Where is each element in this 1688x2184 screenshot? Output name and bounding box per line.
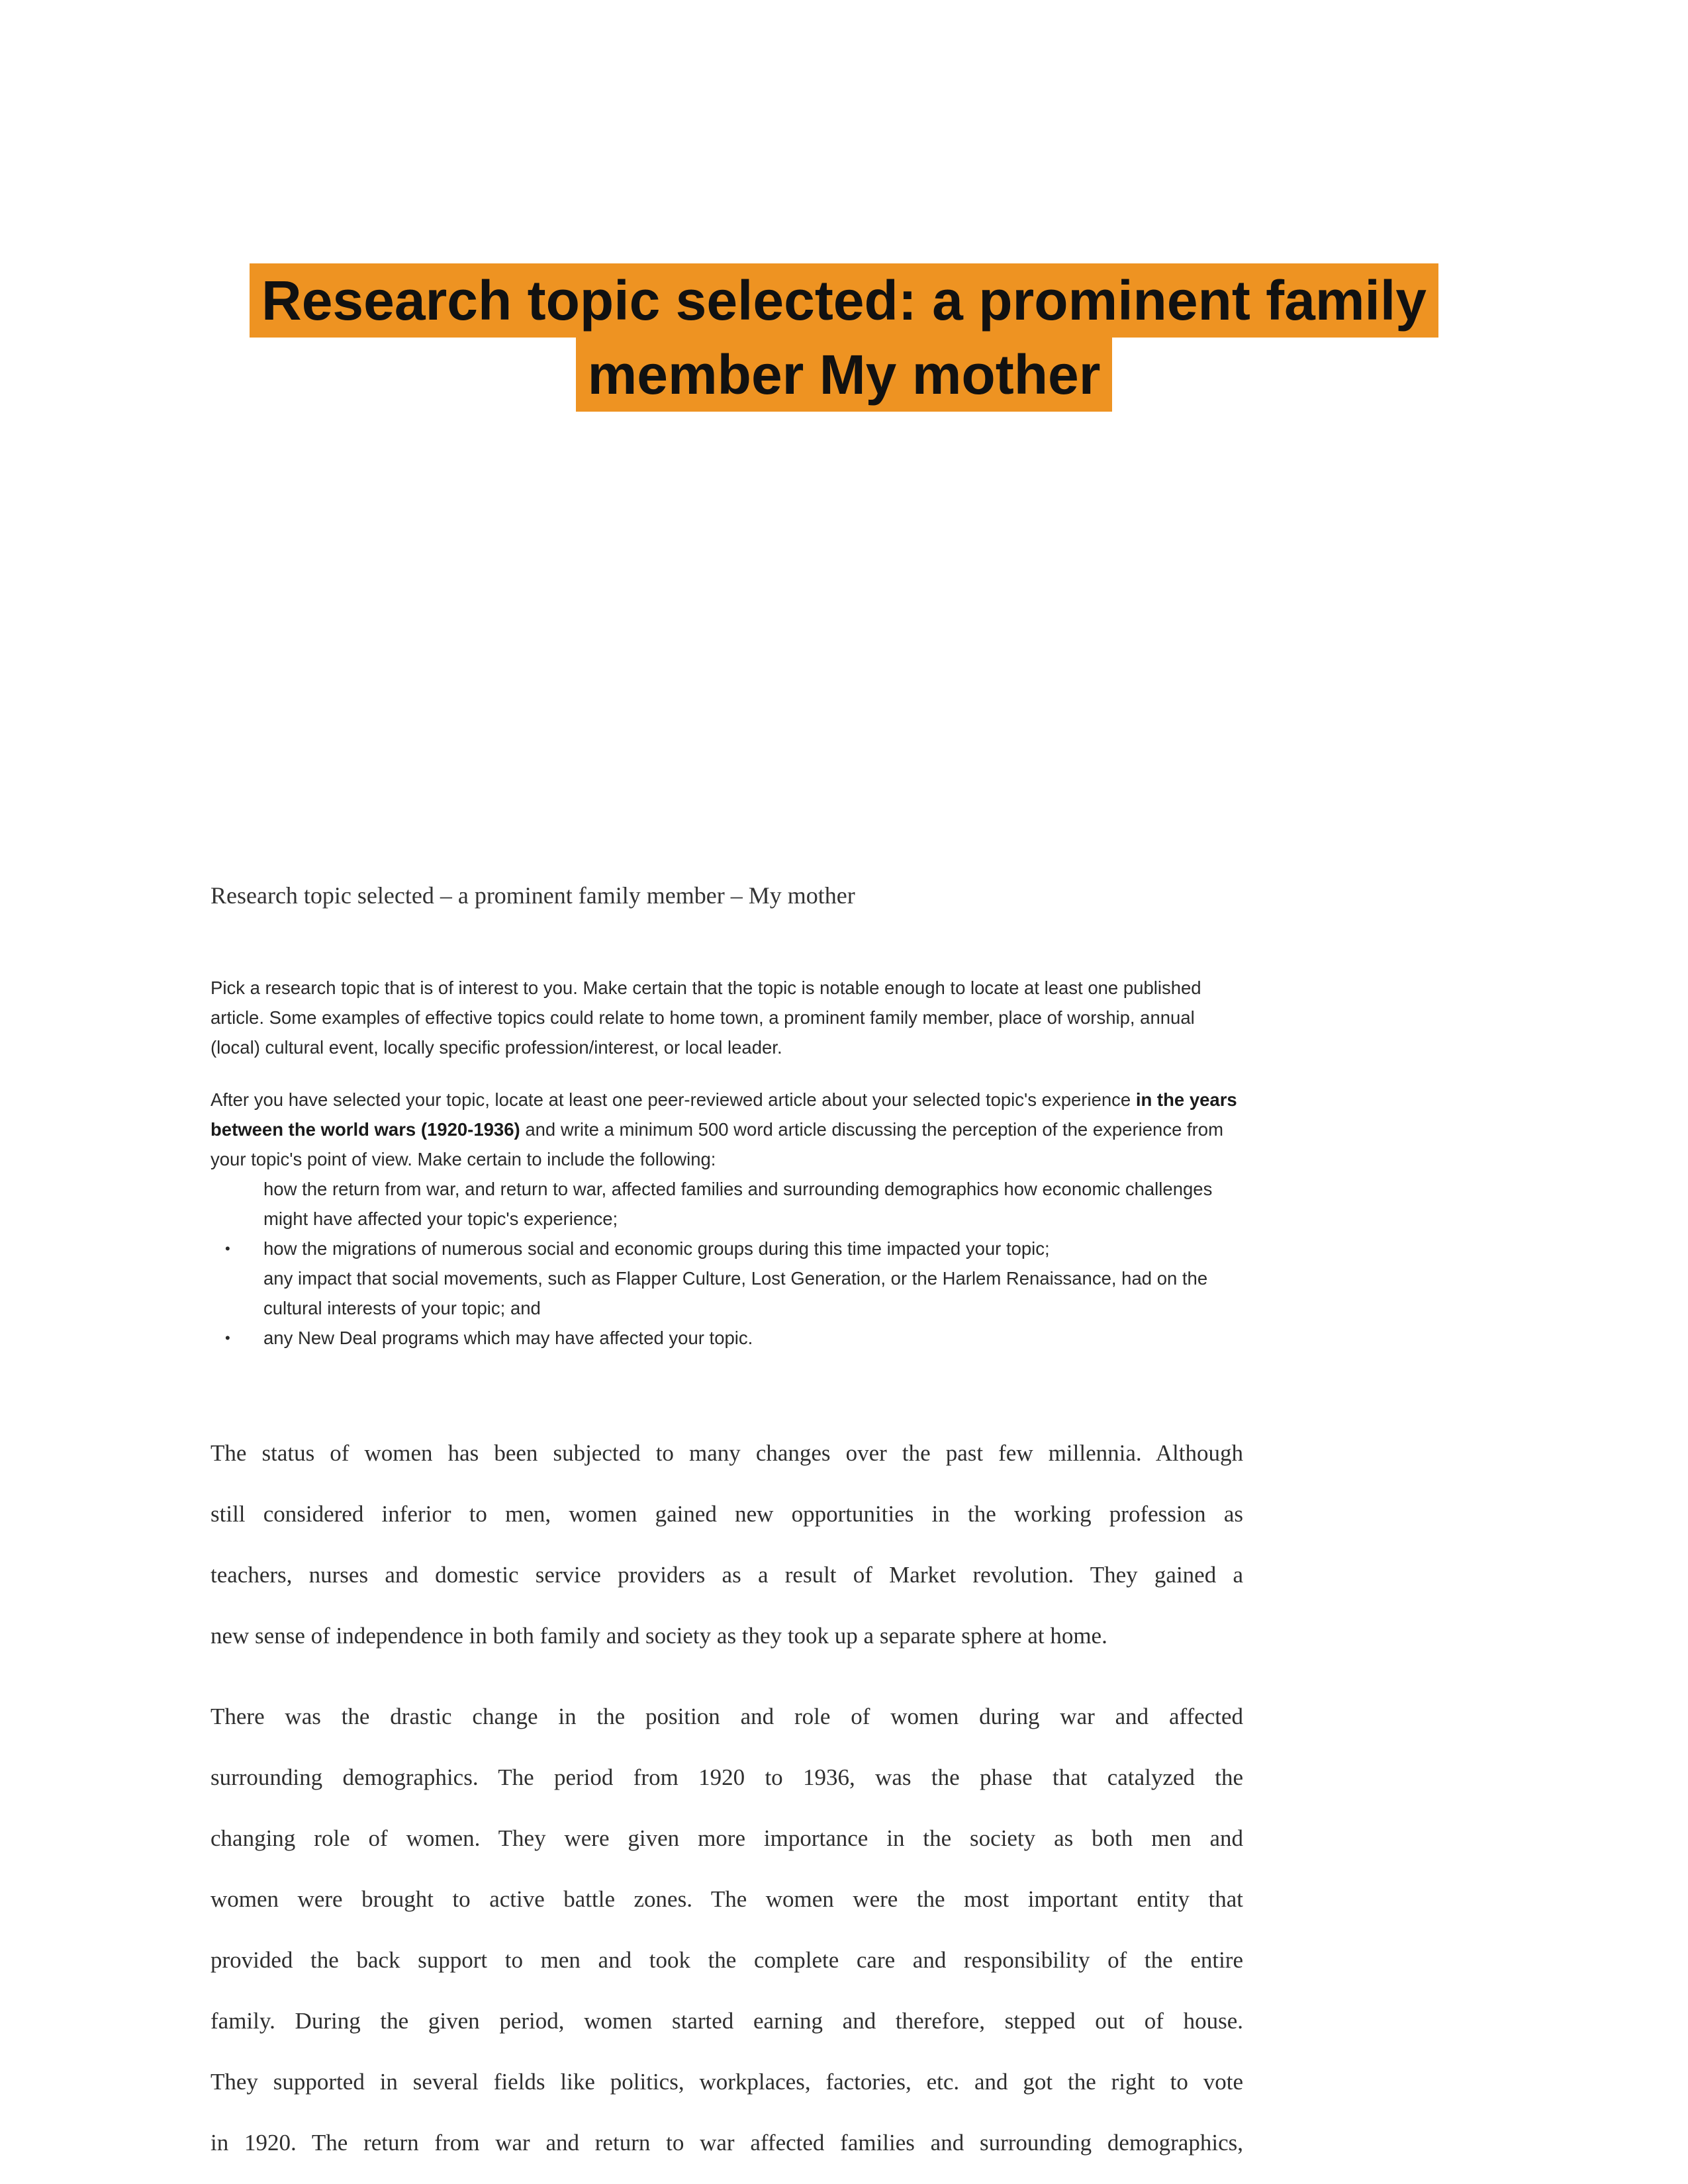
body-line: provided the back support to men and took the complete care and responsibility of the entire	[211, 1947, 1243, 1973]
body-line: still considered inferior to men, women gained new opportunities in the working profession as	[211, 1501, 1243, 1527]
document-title	[0, 263, 1688, 412]
body-line: They supported in several fields like politics, workplaces, factories, etc. and got the right to vote	[211, 2069, 1243, 2095]
body-paragraph-1	[211, 1423, 1243, 1666]
para2-start: After you have selected your topic, locate at least one peer-reviewed article about your selected topic's experience	[211, 1089, 1136, 1110]
scanned-page	[211, 874, 1243, 2184]
instruction-item-text: any New Deal programs which may have affected your topic.	[263, 1328, 753, 1348]
body-line: changing role of women. They were given more importance in the society as both men and	[211, 1825, 1243, 1851]
instruction-item-text: how the migrations of numerous social and economic groups during this time impacted your topic;	[263, 1238, 1050, 1259]
body-line: women were brought to active battle zones. The women were the most important entity that	[211, 1886, 1243, 1912]
instruction-item	[211, 1234, 1243, 1263]
title-line-2: member My mother	[576, 338, 1113, 412]
body-line: in 1920. The return from war and return to war affected families and surrounding demographics,	[211, 2130, 1243, 2156]
instructions-paragraph-2	[211, 1085, 1243, 1174]
body-line: new sense of independence in both family and society as they took up a separate sphere at home.	[211, 1623, 1107, 1649]
body-paragraph-2	[211, 1686, 1243, 2173]
instruction-item	[211, 1323, 1243, 1353]
body-line: family. During the given period, women started earning and therefore, stepped out of house.	[211, 2008, 1243, 2034]
bullet-icon: •	[225, 1330, 230, 1346]
body-line: surrounding demographics. The period from 1920 to 1936, was the phase that catalyzed the	[211, 1764, 1243, 1790]
instruction-item-text: how the return from war, and return to war, affected families and surrounding demographics how economic challenges might have affected your topic's experience;	[263, 1179, 1213, 1229]
instructions-paragraph-1: Pick a research topic that is of interest to you. Make certain that the topic is notable enough to locate at least one published article. Some examples of effective topics could relate to home town, a prominent family member, place of worship, annual (local) cultural event, locally specific profession/interest, or local leader.	[211, 978, 1201, 1058]
instruction-item	[211, 1263, 1243, 1323]
bullet-icon: •	[225, 1240, 230, 1257]
body-line: The status of women has been subjected to many changes over the past few millennia. Although	[211, 1440, 1243, 1466]
para2-end: and write a minimum 500 word article discussing the perception of the experience from your topic's point of view. Make certain to include the following:	[211, 1119, 1224, 1169]
scan-heading: Research topic selected – a prominent family member – My mother	[211, 882, 855, 909]
instruction-item-text: any impact that social movements, such as Flapper Culture, Lost Generation, or the Harlem Renaissance, had on the cultural interests of your topic; and	[263, 1268, 1208, 1318]
body-line: There was the drastic change in the position and role of women during war and affected	[211, 1704, 1243, 1729]
assignment-instructions	[211, 973, 1243, 1353]
title-line-1: Research topic selected: a prominent family	[250, 263, 1438, 338]
instruction-item	[211, 1174, 1243, 1234]
body-line: teachers, nurses and domestic service providers as a result of Market revolution. They gained a	[211, 1562, 1243, 1588]
para2-bold: in the years between the world wars (1920-1936)	[211, 1089, 1237, 1140]
